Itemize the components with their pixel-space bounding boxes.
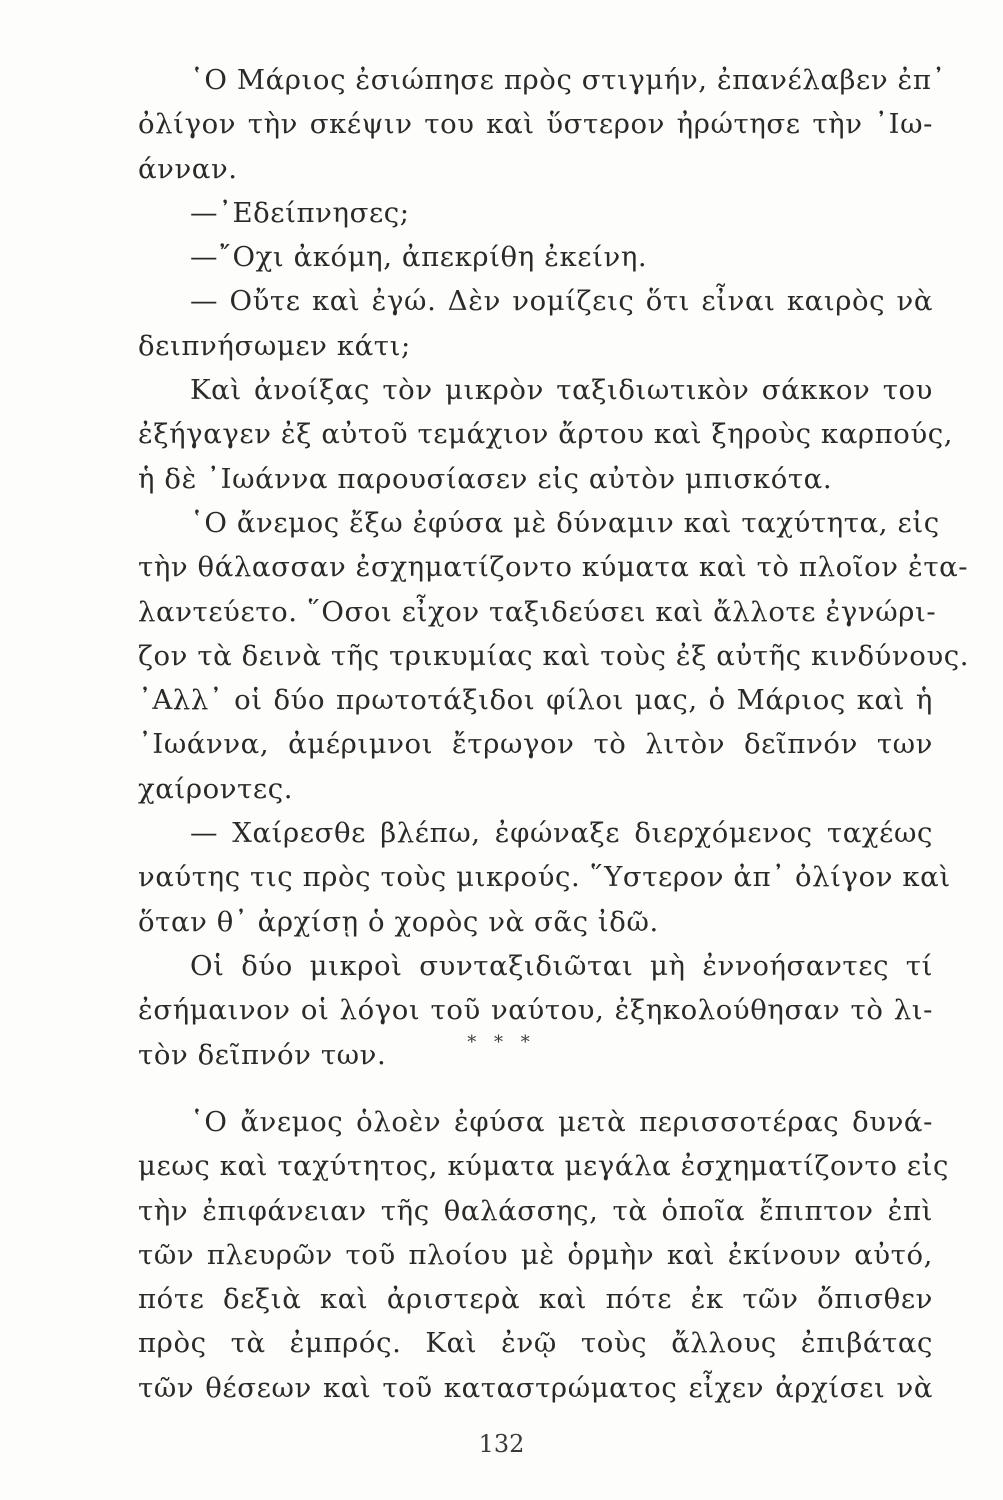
text-line: τὸν δεῖπνόν των. [138,1038,387,1071]
text-line: ζον τὰ δεινὰ τῆς τρικυμίας καὶ τοὺς ἐξ αὐτῆς κινδύνους. [138,639,970,672]
text-line: ῾Ο ἄνεμος ἔξω ἐφύσα μὲ δύναμιν καὶ ταχύτητα, εἰς [190,506,940,539]
body-text-upper [138,58,970,1077]
section-separator: * * * [467,1032,536,1053]
text-line: Καὶ ἀνοίξας τὸν μικρὸν ταξιδιωτικὸν σάκκον του [190,374,933,407]
body-text-lower [138,1100,950,1410]
page-number: 132 [478,1430,525,1458]
text-line: πρὸς τὰ ἐμπρός. Καὶ ἐνῷ τοὺς ἄλλους ἐπιβάτας [138,1327,933,1360]
text-line: — Οὔτε καὶ ἐγώ. Δὲν νομίζεις ὅτι εἶναι καιρὸς νὰ [190,285,933,318]
text-line: τῶν θέσεων καὶ τοῦ καταστρώματος εἶχεν ἀρχίσει νὰ [138,1371,933,1404]
text-line: Οἱ δύο μικροὶ συνταξιδιῶται μὴ ἐννοήσαντες τί [190,949,933,982]
text-line: χαίροντες. [138,772,294,805]
text-line: τὴν θάλασσαν ἐσχηματίζοντο κύματα καὶ τὸ πλοῖον ἐτα- [138,551,969,584]
text-line: ναύτης τις πρὸς τοὺς μικρούς. ῞Υστερον ἀπ᾽ ὀλίγον καὶ [138,861,951,894]
text-line: ᾿Αλλ᾽ οἱ δύο πρωτοτάξιδοι φίλοι μας, ὁ Μάριος καὶ ἡ [138,684,933,717]
text-line: ῾Ο ἄνεμος ὁλοὲν ἐφύσα μετὰ περισσοτέρας δυνά- [190,1106,933,1138]
text-line: —῎Οχι ἀκόμη, ἀπεκρίθη ἐκείνη. [190,241,648,274]
text-line: ῾Ο Μάριος ἐσιώπησε πρὸς στιγμήν, ἐπανέλαβεν ἐπ᾽ [190,64,946,96]
text-line: ἡ δὲ ᾿Ιωάννα παρουσίασεν εἰς αὐτὸν μπισκότα. [138,462,833,495]
text-line: ὅταν θ᾽ ἀρχίσῃ ὁ χορὸς νὰ σᾶς ἰδῶ. [138,905,659,938]
text-line: τὴν ἐπιφάνειαν τῆς θαλάσσης, τὰ ὁποῖα ἔπιπτον ἐπὶ [138,1194,933,1227]
text-line: ᾿Ιωάννα, ἀμέριμνοι ἔτρωγον τὸ λιτὸν δεῖπνόν των [138,728,933,761]
text-line: άνναν. [138,152,238,185]
text-line: ὀλίγον τὴν σκέψιν του καὶ ὕστερον ἠρώτησε τὴν ᾿Ιω- [138,108,933,141]
text-line: —᾿Εδείπνησες; [190,196,410,229]
text-line: ἐξήγαγεν ἐξ αὐτοῦ τεμάχιον ἄρτου καὶ ξηροὺς καρπούς, [138,418,954,451]
text-line: — Χαίρεσθε βλέπω, ἐφώναξε διερχόμενος ταχέως [190,817,933,850]
text-line: λαντεύετο. ῞Οσοι εἶχον ταξιδεύσει καὶ ἄλλοτε ἐγνώρι- [138,595,937,628]
text-line: ἐσήμαινον οἱ λόγοι τοῦ ναύτου, ἐξηκολούθησαν τὸ λι- [138,994,933,1027]
text-line: δειπνήσωμεν κάτι; [138,329,411,362]
text-line: τῶν πλευρῶν τοῦ πλοίου μὲ ὁρμὴν καὶ ἐκίνουν αὐτό, [138,1238,933,1271]
text-line: πότε δεξιὰ καὶ ἀριστερὰ καὶ πότε ἐκ τῶν ὄπισθεν [138,1283,933,1316]
text-line: μεως καὶ ταχύτητος, κύματα μεγάλα ἐσχηματίζοντο εἰς [138,1150,950,1183]
